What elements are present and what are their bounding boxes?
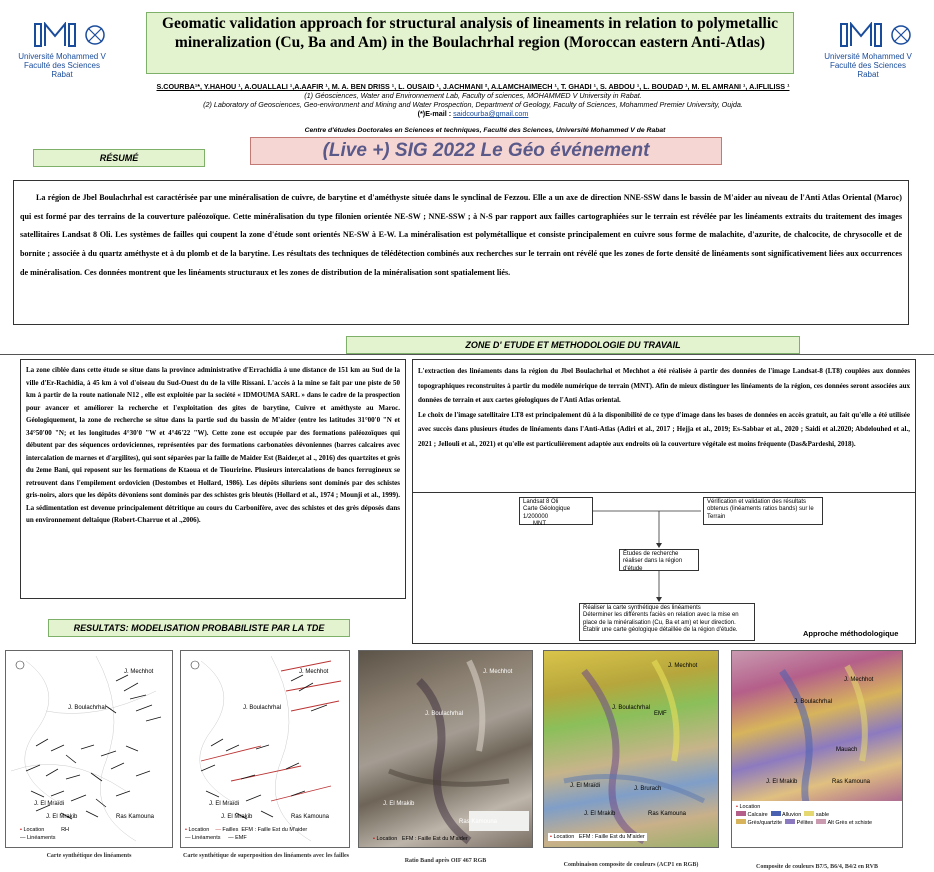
legend-rh: RH <box>61 827 70 833</box>
map-ratio-band <box>358 650 533 848</box>
methodology-paragraph-2: Le choix de l'image satellitaire LT8 est principalement dû à la disponibilité de ce type d'image dans les bases de données en accès gratuit, au fait qu'elle a été utilisée avec succès dans plusieurs études de linéaments dans l'Anti-Atlas (Adiri et al., 2017 ; Hejja et al., 2019; Es-Sabbar et al., 2020 ; Saidi et al.2020; Abdelouhed et al., 2021 ; Jellouli et al., 2021) et qu'elle est particulièrement adaptée aux endroits où la couverture végétale est moins fréquente (Das&Pardeshi, 2018). <box>418 410 910 448</box>
legend-lineaments: Linéaments <box>192 835 221 841</box>
map-place-label: J. Mechhot <box>844 677 874 683</box>
flow-box-results-line1: Réaliser la carte synthétique des linéaments <box>583 605 701 611</box>
university-emblem-icon <box>17 22 107 50</box>
map-legend: • Location EFM : Faille Est du M'aider <box>550 834 645 840</box>
flow-box-data-line2: Carte Géologique 1/200000 <box>523 506 571 520</box>
map-place-label: J. Mechhot <box>483 669 513 675</box>
study-zone-paragraph: La zone ciblée dans cette étude se situe dans la province administrative d'Errachidia à une distance de 151 km au Sud de la ville d'Er-Rachidia, à 45 km à vol d'oiseau du Sud-Ouest du de la ville Rissani. L'accès à la mine se fait par une piste de 50 km à partir de la route nationale N12 , elle est exploitée par la société « IDMOUMA SARL » dans le cadre de la prospection pour avancer et améliorer la recherche et l'exploitation des gites de barytine, Cuivre et améthyste au Maroc. Géologiquement, la zone de recherche se situe dans la partie sud du bassin de M'aider (entre les latitudes 31°00'0 "N et 34°50'00 "N; et les longitudes 4°30'0 "W et 4°46'22 "W). Cette zone est occupée par des formations paléozoïques qui débutent par des séquences ordoviciennes, représentées par des formations carbonatées dévoniennes (barres calcaires avec intercalation de marnes et d'argilites), qui sont séparées par la faille de Maider Est (Baider,et al ., 2016) des quartzites et grès du 2eme Bani, qui reposent sur les formations de Ktaoua et de Tiouririne. Plusieurs intercalations de bancs ferrugineux se retrouvent dans l'empilement ordovicien (Destombes et Hollard, 1986). Les dépôts siluriens sont dominés par des schistes gris-noirs, alors que les dépôts dévoniens sont dominés par des schistes gris bleutés (Hollard et al., 1974 ; Mounji et al., 1999). La sédimentation est devenue principalement détritique au cours du Carbonifère, avec des schistes et des grès déposés dans un environnement deltaïque (Robert-Charrue et al .,2006). <box>26 366 400 524</box>
legend-location: Location <box>23 827 45 833</box>
map-legend: • Location RH — Linéaments <box>20 827 70 841</box>
legend-gres: Grès/quartzite <box>747 820 783 826</box>
logo-left <box>2 22 122 79</box>
resume-heading: RÉSUMÉ <box>33 149 205 167</box>
map-place-label: J. Mechhot <box>124 669 154 675</box>
poster-title-text: Geomatic validation approach for structural analysis of lineaments in relation to polymetallic mineralization (Cu, Ba and Am) in the Boulachrhal region (Moroccan eastern Anti-Atlas) <box>161 15 779 51</box>
zone-heading: ZONE D' ETUDE ET METHODOLOGIE DU TRAVAIL <box>346 336 800 354</box>
legend-emf: EMF <box>235 835 247 841</box>
flow-box-data-sources <box>519 497 593 528</box>
map-faults-superposition <box>180 650 350 848</box>
logo-line3: Rabat <box>857 70 879 79</box>
map-place-label: Ras Kamouna <box>459 819 498 825</box>
study-zone-text <box>20 359 406 599</box>
flowchart-label: Approche méthodologique <box>803 629 899 638</box>
flow-box-results <box>579 603 755 641</box>
map-place-label: Mauach <box>836 747 858 753</box>
logo-line2: Faculté des Sciences <box>829 61 907 70</box>
legend-alluvion: Alluvion <box>782 812 802 818</box>
map-caption: Carte synthétique de superposition des linéaments avec les failles <box>183 853 349 859</box>
logo-line3: Rabat <box>51 70 73 79</box>
author-list: S.COURBA¹*, Y.HAHOU ¹, A.OUALLALI ¹,A.AAFIR ¹, M. A. BEN DRISS ¹, L. OUSAID ¹, J.ACHMANI ², A.LAMCHAIMECH ¹, T. GHADI ¹, S. ABDOU ¹, L. BOUDAD ¹, M. EL AMRANI ¹, A.IFLILISS ¹ <box>156 82 790 91</box>
legend-lineaments: Linéaments <box>27 835 56 841</box>
map-place-label: EMF <box>654 711 667 717</box>
map-acp-drawing <box>544 651 719 848</box>
methodology-flowchart <box>412 492 916 644</box>
map-legend: • Location EFM : Faille Est du M'aider <box>373 836 468 842</box>
map-legend: • Location — Failles EFM : Faille Est du M'aider — Linéaments — EMF <box>185 827 308 841</box>
flow-box-data-line3: MNT <box>533 521 546 528</box>
legend-location: Location <box>188 827 210 833</box>
map-place-label: J. El Mrakib <box>383 801 415 807</box>
logo-right <box>808 22 928 79</box>
legend-sable: sable <box>815 812 830 818</box>
map-lineaments <box>5 650 173 848</box>
legend-emf-note: EFM : Faille Est du M'aider <box>241 827 308 833</box>
map-place-label: J. Boulachrhal <box>612 705 651 711</box>
legend-emf-note: EFM : Faille Est du M'aider <box>578 834 645 840</box>
university-emblem-icon <box>823 22 913 50</box>
affiliation-2: (2) Laboratory of Geosciences, Geo-environment and Mining and Water Prospection, Department of Geology, Faculty of Sciences, Mohammed Premier University, Oujda. <box>203 100 743 109</box>
map-place-label: Ras Kamouna <box>832 779 871 785</box>
legend-calcaire: Calcaire <box>747 812 768 818</box>
logo-line1: Université Mohammed V <box>18 52 106 61</box>
map-caption: Carte synthétique des linéaments <box>46 853 132 859</box>
abstract-box <box>13 180 909 325</box>
email-link[interactable]: saidcourba@gmail.com <box>453 109 529 118</box>
methodology-paragraph-1: L'extraction des linéaments dans la région du Jbel Boulachrhal et Mechhot a été réalisée à partir des données de l'image Landsat-8 (LT8) couplées aux données topographiques reconstruites à partir du modèle numérique de terrain (MNT). Afin de mieux distinguer les linéaments de la région, ces données seront associées aux données de terrain et aux cartes géologiques de l'Anti Atlas oriental. <box>418 367 910 405</box>
methodology-text <box>412 359 916 493</box>
legend-location: Location <box>739 804 761 810</box>
flow-box-results-line3: Établir une carte géologique détaillée de la région d'étude. <box>583 627 738 634</box>
map-band-ratio-composite <box>731 650 903 848</box>
map-place-label: J. El Mraïdi <box>209 801 240 807</box>
map-place-label: J. Boulachrhal <box>68 705 107 711</box>
map-place-label: J. El Mrakib <box>46 814 78 820</box>
logo-line2: Faculté des Sciences <box>23 61 101 70</box>
legend-location: Location <box>376 836 398 842</box>
doctoral-centre: Centre d'études Doctorales en Sciences et techniques, Faculté des Sciences, Université Mohammed V de Rabat <box>304 127 666 134</box>
map-place-label: J. Boulachrhal <box>794 699 833 705</box>
flow-box-validation: Vérification et validation des résultats obtenus (linéaments ratios bands) sur le Terrain <box>703 497 823 525</box>
map-acp-composite <box>543 650 719 848</box>
map-place-label: J. Mechhot <box>299 669 329 675</box>
flow-box-data-line1: Landsat 8 Oli <box>523 499 559 505</box>
map-caption: Composite de couleurs B7/5, B6/4, B4/2 en RVB <box>756 864 878 870</box>
map-place-label: Ras Kamouna <box>648 811 687 817</box>
affiliation-1: (1) Géosciences, Water and Environnement Lab, Faculty of sciences, MOHAMMED V University in Rabat. <box>304 91 642 100</box>
map-place-label: J. El Mraïdi <box>34 801 65 807</box>
map-caption: Ratio Band après OIF 467 RGB <box>404 858 487 864</box>
map-caption: Combinaison composite de couleurs (ACP1 en RGB) <box>563 862 699 868</box>
results-heading: RESULTATS: MODELISATION PROBABILISTE PAR LA TDE <box>48 619 350 637</box>
poster-title <box>146 12 794 74</box>
email-label: (*)E-mail : <box>417 109 454 118</box>
map-place-label: Ras Kamouna <box>116 814 155 820</box>
logo-line1: Université Mohammed V <box>824 52 912 61</box>
map-place-label: J. El Mraïdi <box>570 783 601 789</box>
map-place-label: J. El Mrakib <box>766 779 798 785</box>
legend-pelites: Pélites <box>796 820 814 826</box>
map-place-label: J. Boulachrhal <box>425 711 464 717</box>
author-block <box>138 82 808 118</box>
legend-emf-note: EFM : Faille Est du M'aider <box>401 836 468 842</box>
legend-location: Location <box>553 834 575 840</box>
map-legend: • Location Calcaire Alluvion sable Grès/quartzite Pélites Alt Grès et schiste <box>736 804 873 826</box>
legend-failles: Failles <box>222 827 239 833</box>
map-place-label: J. El Mrakib <box>584 811 616 817</box>
flow-box-results-line2: Déterminer les différents faciès en relation avec la mise en place de la minéralisation (Cu, Ba et am) et leur direction. <box>583 612 739 626</box>
divider <box>0 354 934 355</box>
event-banner: (Live +) SIG 2022 Le Géo événement <box>250 137 722 165</box>
map-place-label: Ras Kamouna <box>291 814 330 820</box>
flow-box-studies: Études de recherche réaliser dans la région d'étude <box>619 549 699 571</box>
map-place-label: J. Brurach <box>634 786 662 792</box>
abstract-text: La région de Jbel Boulachrhal est caractérisée par une minéralisation de cuivre, de barytine et d'améthyste située dans le synclinal de Fezzou. Elle a un axe de direction NNE-SSW dans le bassin de M'aider au niveau de l'Anti Atlas Oriental (Maroc) qui est formé par des terrains de la couverture paléozoïque. Cette minéralisation du type filonien orientée NE-SW ; NNE-SSW ; à N-S par rapport aux failles cartographiées sur le terrain est révélée par les linéaments extraits du traitement des images satellitaires Landsat 8 Oli. Les systèmes de failles qui coupent la zone d'étude sont orientés NE-SW à E-W. La minéralisation est polymétallique et consiste principalement en cuivre sous forme de malachite, d'azurite, de chalcocite, de chrysocolle et de bornite ; associée à du quartz améthyste et à du plomb et de la barytine. Les résultats des techniques de télédétection combinés aux recherches sur le terrain ont révélé que les zones de forte densité de linéaments sont significativement liées aux occurrences de minéralisation. Ces données montrent que les linéaments structuraux et les zones de distribution de la minéralisation sont spatialement liés. <box>20 193 902 277</box>
map-place-label: J. El Mrakib <box>221 814 253 820</box>
map-ratio-band-drawing <box>359 651 533 848</box>
legend-alt-gres: Alt Grès et schiste <box>827 820 873 826</box>
map-place-label: J. Mechhot <box>668 663 698 669</box>
map-place-label: J. Boulachrhal <box>243 705 282 711</box>
